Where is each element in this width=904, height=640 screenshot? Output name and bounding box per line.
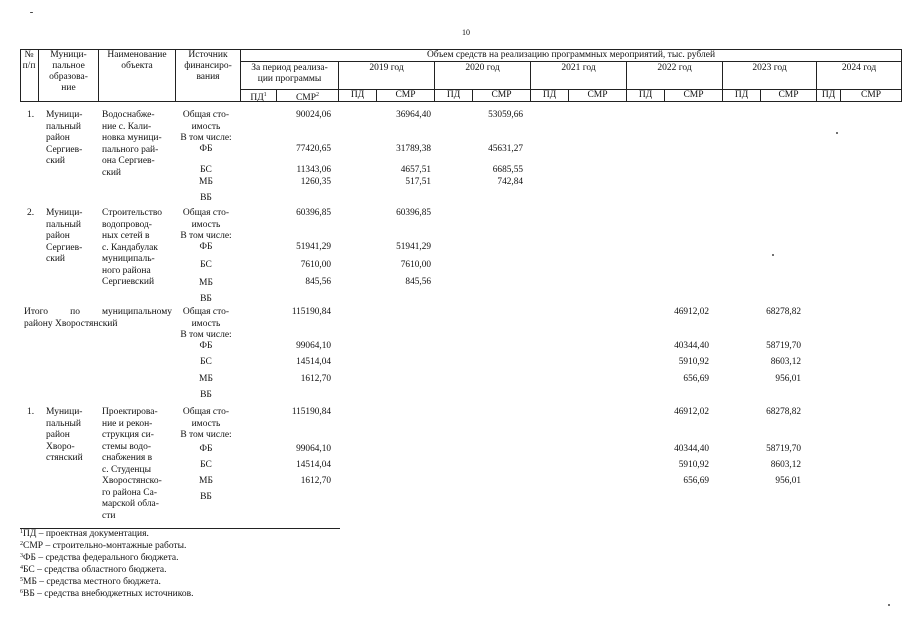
row3-fb-smr: 99064,10: [296, 444, 331, 454]
hdr-src-1: Источник: [188, 50, 228, 60]
hdr-volume: Объем средств на реализацию программных мероприятий, тыс. рублей: [426, 50, 716, 60]
row3-total-smr: 115190,84: [291, 407, 331, 417]
row3-municipality: Муници- пальный район Хворо- стянский: [46, 407, 83, 463]
row3-source-fb: ФБ: [199, 444, 213, 454]
hdr-pd-2024: ПД: [821, 90, 836, 100]
row1-fb-smr: 77420,65: [296, 144, 331, 154]
row3-source-vb: ВБ: [200, 492, 212, 502]
hdr-period-1: За период реализа-: [251, 63, 328, 73]
footnote-6: $^6$ВБ – средства внебюджетных источников.: [20, 589, 194, 599]
row2-fb-smr: 51941,29: [296, 242, 331, 252]
row3-2023-smr: 68278,82: [766, 407, 801, 417]
row1-bs-2019: 4657,51: [400, 165, 431, 175]
hdr-period-2: ции программы: [257, 74, 322, 84]
hdr-pd-2023: ПД: [734, 90, 749, 100]
total-fb-2023: 58719,70: [766, 341, 801, 351]
row2-municipality: Муници- пальный район Сергиев- ский: [46, 208, 83, 264]
hdr-src-3: вания: [196, 72, 220, 82]
total-label: Итого по муниципальному району Хворостянский: [24, 307, 172, 329]
row3-mb-smr: 1612,70: [300, 476, 331, 486]
row1-fb-2019: 31789,38: [396, 144, 431, 154]
hdr-pd-2022: ПД: [638, 90, 653, 100]
row1-num: 1.: [27, 110, 35, 120]
total-source-fb: ФБ: [199, 341, 213, 351]
total-mb-2022: 656,69: [683, 374, 709, 384]
row1-source-fb: ФБ: [199, 144, 213, 154]
total-total-smr: 115190,84: [291, 307, 331, 317]
hdr-mun-2: пальное: [52, 61, 85, 71]
row1-source-vb: ВБ: [200, 193, 212, 203]
row1-object: Водоснабже- ние с. Кали- новка муници- пального рай- она Сергиев- ский: [102, 110, 162, 178]
row1-fb-2020: 45631,27: [488, 144, 523, 154]
hdr-pd-2020: ПД: [446, 90, 461, 100]
row3-source-total: Общая сто- имость В том числе:: [180, 407, 232, 440]
row2-source-vb: ВБ: [200, 294, 212, 304]
row2-source-bs: БС: [200, 260, 212, 270]
footnote-3: $^3$ФБ – средства федерального бюджета.: [20, 553, 179, 563]
total-2023-smr: 68278,82: [766, 307, 801, 317]
row2-bs-2019: 7610,00: [400, 260, 431, 270]
row3-object: Проектирова- ние и рекон- струкция си- стемы водо- снабжения в с. Студенцы Хворостянско- го района Са- марской обла- сти: [102, 407, 162, 521]
hdr-pd-2019: ПД: [350, 90, 365, 100]
row3-bs-2022: 5910,92: [678, 460, 709, 470]
row1-2019-smr: 36964,40: [396, 110, 431, 120]
total-bs-2022: 5910,92: [678, 357, 709, 367]
hdr-obj-2: объекта: [121, 61, 153, 71]
hdr-pd-2021: ПД: [542, 90, 557, 100]
hdr-smr-sup: 2: [316, 92, 320, 98]
row1-source-mb: МБ: [199, 177, 213, 187]
row3-source-mb: МБ: [199, 476, 213, 486]
total-source-vb: ВБ: [200, 390, 212, 400]
hdr-smr-2022: СМР: [683, 90, 704, 100]
footnote-4: $^4$БС – средства областного бюджета.: [20, 565, 167, 575]
hdr-mun-4: ние: [61, 83, 76, 93]
total-bs-2023: 8603,12: [770, 357, 801, 367]
scan-speck: [836, 132, 838, 134]
total-source-total: Общая сто- имость В том числе:: [180, 307, 232, 340]
row2-mb-2019: 845,56: [405, 277, 431, 287]
scan-speck: [30, 12, 33, 13]
hdr-year-2023: 2023 год: [752, 63, 787, 73]
hdr-smr-2024: СМР: [860, 90, 882, 100]
row1-mb-smr: 1260,35: [300, 177, 331, 187]
row2-source-mb: МБ: [199, 278, 213, 288]
footnote-1: $^1$ПД – проектная документация.: [20, 529, 149, 539]
hdr-num-2: п/п: [22, 61, 36, 71]
hdr-year-2020: 2020 год: [465, 63, 500, 73]
total-source-bs: БС: [200, 357, 212, 367]
page-number: 10: [462, 28, 470, 37]
row3-2022-smr: 46912,02: [674, 407, 709, 417]
row3-mb-2022: 656,69: [683, 476, 709, 486]
row2-source-total: Общая сто- имость В том числе:: [180, 208, 232, 241]
hdr-num-1: №: [24, 50, 34, 60]
hdr-mun-1: Муници-: [50, 50, 87, 60]
row1-mb-2019: 517,51: [405, 177, 431, 187]
row1-municipality: Муници- пальный район Сергиев- ский: [46, 110, 83, 166]
hdr-smr-2021: СМР: [587, 90, 608, 100]
row1-bs-2020: 6685,55: [492, 165, 523, 175]
row1-source-total: Общая сто- имость В том числе:: [180, 110, 232, 143]
hdr-smr-2020: СМР: [491, 90, 512, 100]
row3-source-bs: БС: [200, 460, 212, 470]
hdr-smr: СМР: [295, 93, 317, 104]
row2-object: Строительство водопровод- ных сетей в с. Кандабулак муниципаль- ного района Сергиевский: [102, 208, 163, 287]
row3-num: 1.: [27, 407, 35, 417]
row1-mb-2020: 742,84: [497, 177, 523, 187]
hdr-smr-2019: СМР: [395, 90, 416, 100]
total-2022-smr: 46912,02: [674, 307, 709, 317]
hdr-src-2: финансиро-: [184, 61, 232, 71]
hdr-smr-2023: СМР: [778, 90, 799, 100]
scan-speck: [772, 254, 774, 256]
total-fb-2022: 40344,40: [674, 341, 709, 351]
row3-bs-smr: 14514,04: [296, 460, 331, 470]
total-source-mb: МБ: [199, 374, 213, 384]
hdr-year-2024: 2024 год: [841, 63, 877, 73]
row1-bs-smr: 11343,06: [296, 165, 331, 175]
total-fb-smr: 99064,10: [296, 341, 331, 351]
row1-total-smr: 90024,06: [296, 110, 331, 120]
row1-2020-smr: 53059,66: [488, 110, 523, 120]
total-mb-2023: 956,01: [775, 374, 801, 384]
row2-fb-2019: 51941,29: [396, 242, 431, 252]
row3-bs-2023: 8603,12: [770, 460, 801, 470]
row1-source-bs: БС: [200, 165, 212, 175]
row2-source-fb: ФБ: [199, 242, 213, 252]
hdr-pd: ПД: [250, 93, 264, 104]
row2-total-smr: 60396,85: [296, 208, 331, 218]
total-bs-smr: 14514,04: [296, 357, 331, 367]
row2-mb-smr: 845,56: [305, 277, 331, 287]
hdr-year-2021: 2021 год: [561, 63, 596, 73]
row3-fb-2022: 40344,40: [674, 444, 709, 454]
hdr-year-2019: 2019 год: [369, 63, 404, 73]
scan-speck: [888, 604, 890, 606]
hdr-year-2022: 2022 год: [657, 63, 692, 73]
hdr-mun-3: образова-: [49, 72, 88, 82]
row2-num: 2.: [27, 208, 35, 218]
hdr-pd-sup: 1: [263, 92, 267, 98]
row3-fb-2023: 58719,70: [766, 444, 801, 454]
table-header: [20, 49, 902, 102]
row2-bs-smr: 7610,00: [300, 260, 331, 270]
row3-mb-2023: 956,01: [775, 476, 801, 486]
row2-2019-smr: 60396,85: [396, 208, 431, 218]
footnote-2: $^2$СМР – строительно-монтажные работы.: [20, 541, 187, 551]
hdr-obj-1: Наименование: [107, 50, 167, 60]
total-mb-smr: 1612,70: [300, 374, 331, 384]
footnote-5: $^5$МБ – средства местного бюджета.: [20, 577, 161, 587]
